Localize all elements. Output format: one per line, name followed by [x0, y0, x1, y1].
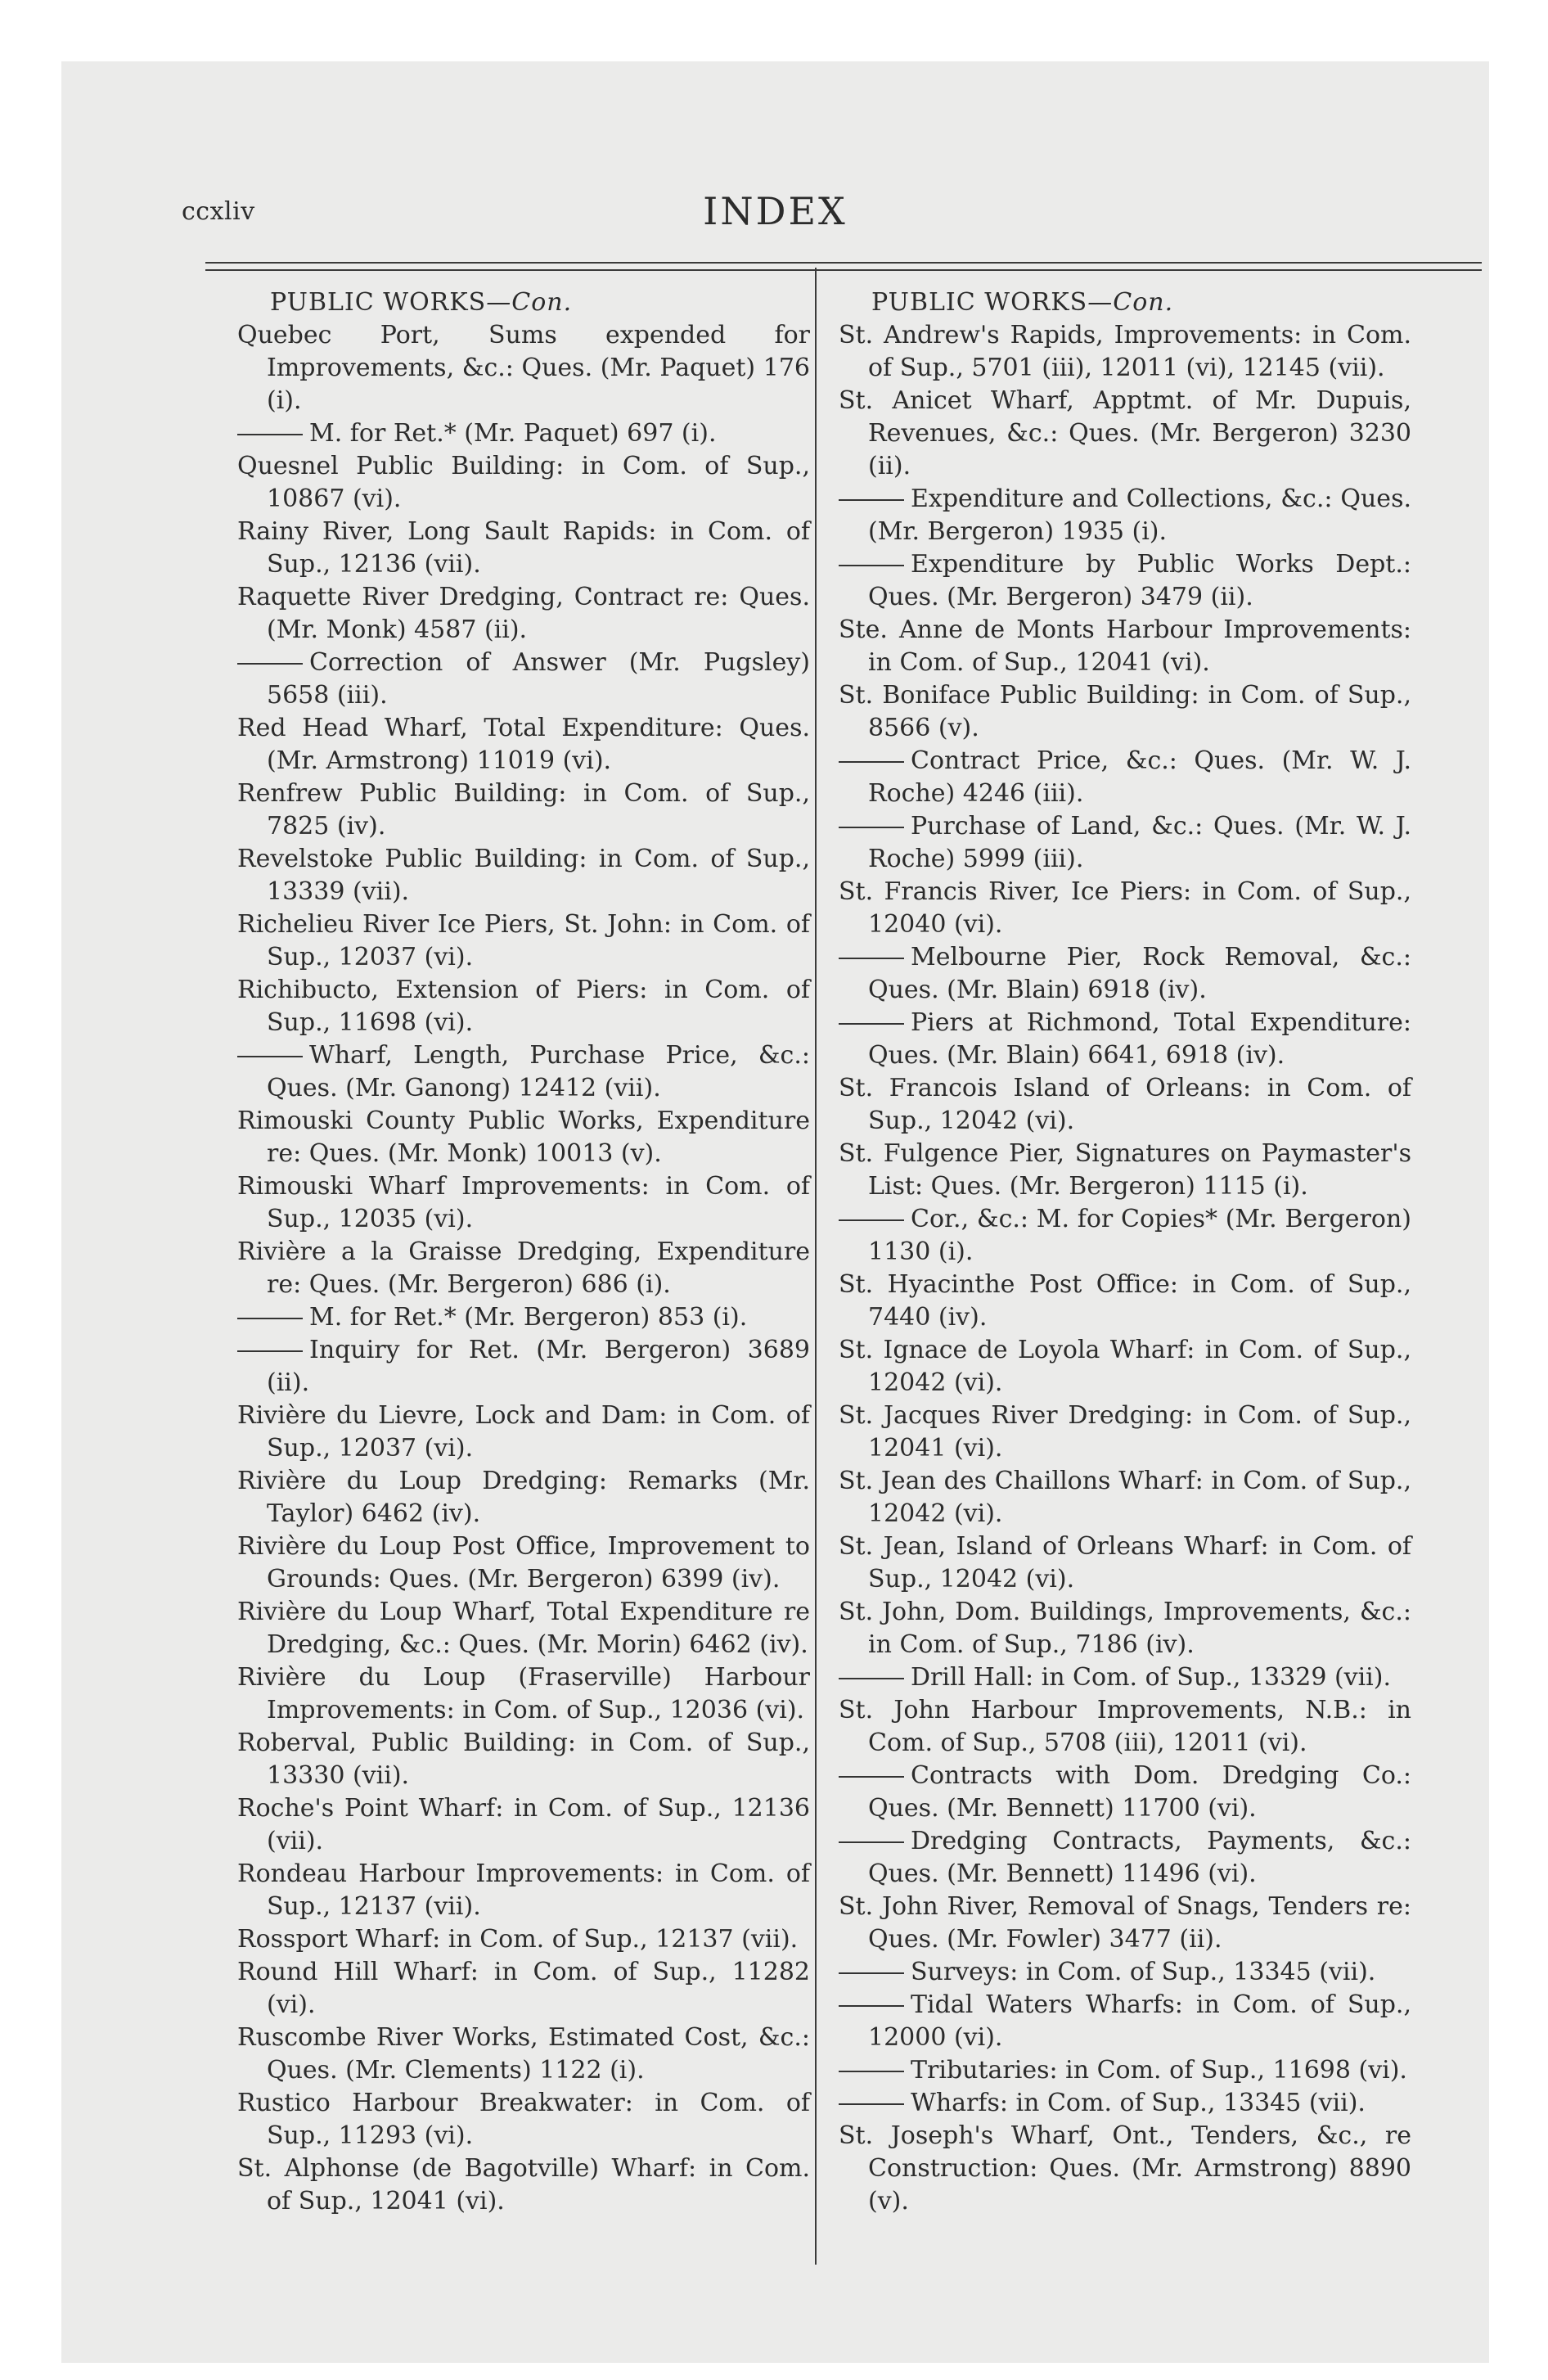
index-subentry — [237, 1301, 810, 1334]
index-entry: St. Ignace de Loyola Wharf: in Com. of Sup., 12042 (vi). — [839, 1336, 1411, 1397]
index-entry: St. Jean, Island of Orleans Wharf: in Com. of Sup., 12042 (vi). — [839, 1532, 1411, 1593]
index-subentry — [237, 1039, 810, 1105]
section-heading — [270, 286, 810, 319]
index-entry: St. Fulgence Pier, Signatures on Paymaster's List: Ques. (Mr. Bergeron) 1115 (i). — [839, 1139, 1411, 1201]
index-entry: Richibucto, Extension of Piers: in Com. of Sup., 11698 (vi). — [237, 976, 810, 1037]
subentry-text: Cor., &c.: M. for Copies* (Mr. Bergeron) 1130 (i). — [868, 1205, 1411, 1266]
index-entry: St. John, Dom. Buildings, Improvements, &c.: in Com. of Sup., 7186 (iv). — [839, 1598, 1411, 1659]
index-subentry — [839, 745, 1411, 810]
index-entry: St. Boniface Public Building: in Com. of Sup., 8566 (v). — [839, 681, 1411, 742]
subentry-text: Contract Price, &c.: Ques. (Mr. W. J. Roche) 4246 (iii). — [868, 746, 1411, 808]
index-entry: St. Hyacinthe Post Office: in Com. of Sup., 7440 (iv). — [839, 1270, 1411, 1332]
left-column — [237, 286, 810, 2218]
index-subentry — [839, 483, 1411, 548]
ditto-dash — [839, 1841, 904, 1843]
index-entry: Renfrew Public Building: in Com. of Sup., 7825 (iv). — [237, 779, 810, 841]
ditto-dash — [839, 1678, 904, 1679]
index-entry: Rivière du Lievre, Lock and Dam: in Com. of Sup., 12037 (vi). — [237, 1401, 810, 1463]
index-entry: Ste. Anne de Monts Harbour Improvements: in Com. of Sup., 12041 (vi). — [839, 615, 1411, 677]
index-entry: Rustico Harbour Breakwater: in Com. of Sup., 11293 (vi). — [237, 2089, 810, 2150]
section-heading — [871, 286, 1411, 319]
header-rule — [205, 262, 1482, 271]
subentry-text: Contracts with Dom. Dredging Co.: Ques. (Mr. Bennett) 11700 (vi). — [868, 1761, 1411, 1823]
subentry-text: M. for Ret.* (Mr. Bergeron) 853 (i). — [309, 1303, 748, 1332]
section-suffix: —Con. — [1087, 288, 1174, 317]
index-entry: Rimouski Wharf Improvements: in Com. of Sup., 12035 (vi). — [237, 1172, 810, 1233]
index-entry: Quesnel Public Building: in Com. of Sup., 10867 (vi). — [237, 452, 810, 513]
ditto-dash — [237, 1350, 303, 1352]
index-entry: Rondeau Harbour Improvements: in Com. of Sup., 12137 (vii). — [237, 1859, 810, 1921]
subentry-text: Expenditure by Public Works Dept.: Ques. (Mr. Bergeron) 3479 (ii). — [868, 550, 1411, 611]
subentry-text: Expenditure and Collections, &c.: Ques. (Mr. Bergeron) 1935 (i). — [868, 485, 1411, 546]
ditto-dash — [839, 1219, 904, 1221]
index-entry: St. John River, Removal of Snags, Tenders re: Ques. (Mr. Fowler) 3477 (ii). — [839, 1892, 1411, 1954]
index-subentry — [237, 417, 810, 450]
index-entry: Revelstoke Public Building: in Com. of Sup., 13339 (vii). — [237, 845, 810, 906]
index-entry: St. Francois Island of Orleans: in Com. of Sup., 12042 (vi). — [839, 1074, 1411, 1135]
index-subentry — [839, 1760, 1411, 1825]
index-subentry — [839, 1825, 1411, 1891]
index-entry: Richelieu River Ice Piers, St. John: in Com. of Sup., 12037 (vi). — [237, 910, 810, 971]
scanned-page — [61, 61, 1489, 2363]
index-entry: Quebec Port, Sums expended for Improvements, &c.: Ques. (Mr. Paquet) 176 (i). — [237, 321, 810, 415]
page-title: INDEX — [703, 189, 848, 233]
section-suffix: —Con. — [486, 288, 573, 317]
subentry-text: Inquiry for Ret. (Mr. Bergeron) 3689 (ii). — [267, 1336, 810, 1397]
ditto-dash — [237, 434, 303, 435]
ditto-dash — [839, 1023, 904, 1025]
ditto-dash — [839, 827, 904, 828]
ditto-dash — [839, 1776, 904, 1778]
index-entry: St. Anicet Wharf, Apptmt. of Mr. Dupuis, Revenues, &c.: Ques. (Mr. Bergeron) 3230 (ii). — [839, 386, 1411, 480]
ditto-dash — [839, 2005, 904, 2007]
subentry-text: Piers at Richmond, Total Expenditure: Ques. (Mr. Blain) 6641, 6918 (iv). — [868, 1008, 1411, 1070]
index-subentry — [839, 1956, 1411, 1989]
subentry-text: Tidal Waters Wharfs: in Com. of Sup., 12000 (vi). — [868, 1990, 1411, 2052]
index-entry: Round Hill Wharf: in Com. of Sup., 11282 (vi). — [237, 1958, 810, 2019]
index-entry: St. Joseph's Wharf, Ont., Tenders, &c., re Construction: Ques. (Mr. Armstrong) 8890 (v). — [839, 2121, 1411, 2215]
ditto-dash — [839, 565, 904, 566]
index-entry: St. Jean des Chaillons Wharf: in Com. of Sup., 12042 (vi). — [839, 1467, 1411, 1528]
index-subentry — [839, 2087, 1411, 2120]
index-subentry — [839, 1661, 1411, 1694]
page-number: ccxliv — [182, 197, 255, 226]
ditto-dash — [839, 2071, 904, 2072]
ditto-dash — [839, 2103, 904, 2105]
subentry-text: Drill Hall: in Com. of Sup., 13329 (vii). — [911, 1663, 1392, 1692]
index-entry: Raquette River Dredging, Contract re: Ques. (Mr. Monk) 4587 (ii). — [237, 583, 810, 644]
index-entry: St. John Harbour Improvements, N.B.: in Com. of Sup., 5708 (iii), 12011 (vi). — [839, 1696, 1411, 1757]
ditto-dash — [839, 958, 904, 959]
ditto-dash — [237, 663, 303, 665]
ditto-dash — [237, 1318, 303, 1319]
section-title: PUBLIC WORKS — [270, 288, 487, 317]
index-subentry — [839, 810, 1411, 876]
index-entry: Ruscombe River Works, Estimated Cost, &c.: Ques. (Mr. Clements) 1122 (i). — [237, 2023, 810, 2085]
index-subentry — [839, 2054, 1411, 2087]
ditto-dash — [237, 1056, 303, 1057]
index-subentry — [237, 647, 810, 712]
subentry-text: Tributaries: in Com. of Sup., 11698 (vi). — [911, 2056, 1407, 2085]
index-entry: Rivière a la Graisse Dredging, Expenditure re: Ques. (Mr. Bergeron) 686 (i). — [237, 1237, 810, 1299]
index-entry: St. Jacques River Dredging: in Com. of Sup., 12041 (vi). — [839, 1401, 1411, 1463]
ditto-dash — [839, 1972, 904, 1974]
index-entry: St. Andrew's Rapids, Improvements: in Com. of Sup., 5701 (iii), 12011 (vi), 12145 (vii). — [839, 321, 1411, 382]
subentry-text: Dredging Contracts, Payments, &c.: Ques. (Mr. Bennett) 11496 (vi). — [868, 1827, 1411, 1888]
index-entry: Rivière du Loup Post Office, Improvement to Grounds: Ques. (Mr. Bergeron) 6399 (iv). — [237, 1532, 810, 1593]
index-entry: Rimouski County Public Works, Expenditure re: Ques. (Mr. Monk) 10013 (v). — [237, 1107, 810, 1168]
ditto-dash — [839, 761, 904, 763]
ditto-dash — [839, 499, 904, 501]
index-entry: Rivière du Loup Dredging: Remarks (Mr. Taylor) 6462 (iv). — [237, 1467, 810, 1528]
index-subentry — [839, 941, 1411, 1007]
index-entry: Rossport Wharf: in Com. of Sup., 12137 (vii). — [237, 1925, 799, 1954]
subentry-text: Surveys: in Com. of Sup., 13345 (vii). — [911, 1958, 1376, 1986]
index-entry: Red Head Wharf, Total Expenditure: Ques. (Mr. Armstrong) 11019 (vi). — [237, 714, 810, 775]
index-subentry — [839, 1203, 1411, 1269]
index-entry: Rainy River, Long Sault Rapids: in Com. of Sup., 12136 (vii). — [237, 517, 810, 579]
index-entry: St. Francis River, Ice Piers: in Com. of Sup., 12040 (vi). — [839, 877, 1411, 939]
subentry-text: Wharf, Length, Purchase Price, &c.: Ques. (Mr. Ganong) 12412 (vii). — [267, 1041, 810, 1102]
index-subentry — [839, 1989, 1411, 2054]
subentry-text: Correction of Answer (Mr. Pugsley) 5658 (iii). — [267, 648, 810, 710]
right-column — [839, 286, 1411, 2218]
index-entry: Roberval, Public Building: in Com. of Sup., 13330 (vii). — [237, 1729, 810, 1790]
subentry-text: Melbourne Pier, Rock Removal, &c.: Ques. (Mr. Blain) 6918 (iv). — [868, 943, 1411, 1004]
index-entry: Rivière du Loup Wharf, Total Expenditure re Dredging, &c.: Ques. (Mr. Morin) 6462 (iv). — [237, 1598, 810, 1659]
subentry-text: Purchase of Land, &c.: Ques. (Mr. W. J. Roche) 5999 (iii). — [868, 812, 1411, 873]
column-divider — [815, 268, 817, 2265]
index-entry: Roche's Point Wharf: in Com. of Sup., 12136 (vii). — [237, 1794, 810, 1855]
subentry-text: Wharfs: in Com. of Sup., 13345 (vii). — [911, 2089, 1366, 2117]
section-title: PUBLIC WORKS — [871, 288, 1088, 317]
index-subentry — [839, 548, 1411, 614]
index-entry: Rivière du Loup (Fraserville) Harbour Improvements: in Com. of Sup., 12036 (vi). — [237, 1663, 810, 1724]
index-subentry — [237, 1334, 810, 1400]
index-entry: St. Alphonse (de Bagotville) Wharf: in Com. of Sup., 12041 (vi). — [237, 2154, 810, 2215]
subentry-text: M. for Ret.* (Mr. Paquet) 697 (i). — [309, 419, 717, 448]
index-subentry — [839, 1007, 1411, 1072]
